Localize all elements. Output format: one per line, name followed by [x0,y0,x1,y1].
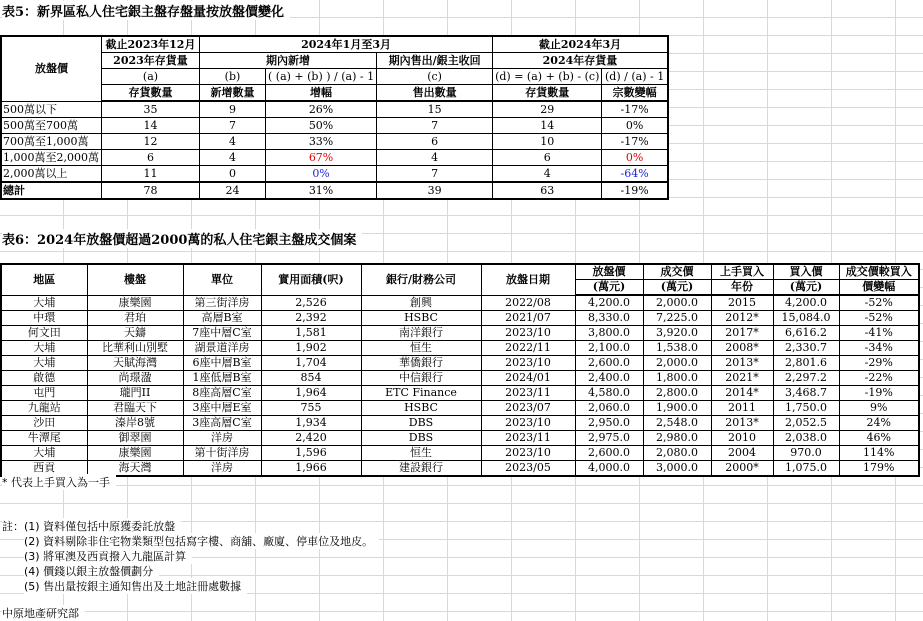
cell-estate: 天鑄 [87,326,183,341]
cell-deal: 1,800.0 [643,371,711,386]
cell-bank: HSBC [361,401,481,416]
footnote-5: (5) 售出量按銀主通知售出及土地註冊處數據 [24,578,247,594]
cell-a: 14 [101,118,199,134]
t5-formula-change: (d) / (a) - 1 [602,69,668,85]
cell-c: 4 [377,150,493,166]
cell-district: 屯門 [1,386,87,401]
t5-header-period1-sub: 2023年存貨量 [101,53,199,69]
row-label: 500萬至700萬 [1,118,101,134]
cell-deal: 2,000.0 [643,295,711,311]
t5-header-sold-group: 期內售出/銀主收回 [377,53,493,69]
t6-header-list-price: 放盤價 [575,264,643,280]
table6-title: 表6：2024年放盤價超過2000萬的私人住宅銀主盤成交個案 [2,229,362,248]
table-row [1,311,919,326]
t5-col-sold: 售出數量 [377,85,493,102]
cell-area: 2,420 [261,431,361,446]
t6-header-date: 放盤日期 [481,264,575,295]
cell-date: 2022/11 [481,341,575,356]
cell-diff: 24% [839,416,919,431]
cell-area: 1,902 [261,341,361,356]
cell-bank: 南洋銀行 [361,326,481,341]
t6-header-deal-price-unit: (萬元) [643,280,711,296]
cell-district: 沙田 [1,416,87,431]
t5-col-change: 宗數變幅 [602,85,668,102]
cell-deal: 2,548.0 [643,416,711,431]
cell-buy: 3,468.7 [773,386,839,401]
total-label: 總計 [1,182,101,199]
cell-bank: 恒生 [361,446,481,461]
cell-year: 2013* [711,416,773,431]
cell-buy: 2,330.7 [773,341,839,356]
cell-a: 11 [101,166,199,183]
table6-body [1,295,919,476]
cell-estate: 尚璟溋 [87,371,183,386]
cell-b: 7 [199,118,265,134]
cell-district: 大埔 [1,295,87,311]
cell-district: 大埔 [1,341,87,356]
cell-year: 2013* [711,356,773,371]
cell-area: 1,704 [261,356,361,371]
cell-list: 2,600.0 [575,446,643,461]
table-row [1,150,668,166]
table-row [1,356,919,371]
cell-date: 2023/10 [481,326,575,341]
cell-c: 15 [377,101,493,118]
cell-estate: 海天灣 [87,461,183,477]
cell-deal: 2,080.0 [643,446,711,461]
cell-deal: 2,000.0 [643,356,711,371]
cell-list: 2,400.0 [575,371,643,386]
t5-formula-d: (d) = (a) + (b) - (c) [493,69,602,85]
source-label: 中原地產研究部 [2,605,85,621]
footnote-3: (3) 將軍澳及西貢撥入九龍區計算 [24,548,192,564]
cell-bank: 中信銀行 [361,371,481,386]
cell-d: 29 [493,101,602,118]
table5 [0,35,669,200]
t5-formula-a: (a) [101,69,199,85]
cell-buy: 4,200.0 [773,295,839,311]
cell-bank: 恒生 [361,341,481,356]
cell-diff: -29% [839,356,919,371]
cell-buy: 970.0 [773,446,839,461]
cell-diff: 179% [839,461,919,477]
cell-c: 7 [377,118,493,134]
cell-c: 6 [377,134,493,150]
cell-district: 九龍站 [1,401,87,416]
cell-district: 大埔 [1,356,87,371]
row-label: 2,000萬以上 [1,166,101,183]
cell-deal: 2,980.0 [643,431,711,446]
cell-b: 4 [199,150,265,166]
cell-unit: 洋房 [183,431,261,446]
total-b: 24 [199,182,265,199]
cell-estate: 康樂園 [87,295,183,311]
cell-buy: 2,297.2 [773,371,839,386]
cell-list: 2,975.0 [575,431,643,446]
t6-header-unit: 單位 [183,264,261,295]
cell-bank: DBS [361,431,481,446]
table-row [1,341,919,356]
cell-diff: -19% [839,386,919,401]
cell-estate: 君臨天下 [87,401,183,416]
t6-header-district: 地區 [1,264,87,295]
table6 [0,263,920,477]
cell-growth: 26% [265,101,376,118]
cell-bank: 創興 [361,295,481,311]
cell-date: 2021/07 [481,311,575,326]
t5-header-period2: 2024年1月至3月 [199,36,492,53]
table-row [1,401,919,416]
t6-header-buy-year-sub: 年份 [711,280,773,296]
cell-unit: 第十街洋房 [183,446,261,461]
cell-bank: 華僑銀行 [361,356,481,371]
cell-district: 中環 [1,311,87,326]
t6-header-area: 實用面積(呎) [261,264,361,295]
cell-change: -17% [602,134,668,150]
cell-a: 12 [101,134,199,150]
total-growth: 31% [265,182,376,199]
t6-header-list-price-unit: (萬元) [575,280,643,296]
cell-area: 2,526 [261,295,361,311]
t6-header-estate: 樓盤 [87,264,183,295]
cell-b: 9 [199,101,265,118]
cell-b: 4 [199,134,265,150]
cell-year: 2010 [711,431,773,446]
cell-list: 2,100.0 [575,341,643,356]
cell-area: 1,966 [261,461,361,477]
cell-unit: 高層B室 [183,311,261,326]
t6-header-buy-price-unit: (萬元) [773,280,839,296]
t5-col-inventory2: 存貨數量 [493,85,602,102]
cell-growth: 50% [265,118,376,134]
cell-buy: 15,084.0 [773,311,839,326]
table-total-row [1,182,668,199]
cell-d: 10 [493,134,602,150]
cell-a: 6 [101,150,199,166]
cell-unit: 6座中層B室 [183,356,261,371]
total-a: 78 [101,182,199,199]
cell-district: 大埔 [1,446,87,461]
cell-unit: 第三街洋房 [183,295,261,311]
cell-deal: 3,000.0 [643,461,711,477]
cell-date: 2023/05 [481,461,575,477]
cell-bank: 建設銀行 [361,461,481,477]
t6-header-deal-price: 成交價 [643,264,711,280]
footnote-2: (2) 資料剔除非住宅物業類型包括寫字樓、商舖、廠廈、停車位及地皮。 [24,533,379,549]
cell-year: 2014* [711,386,773,401]
cell-list: 4,580.0 [575,386,643,401]
cell-year: 2017* [711,326,773,341]
cell-change: 0% [602,150,668,166]
t6-header-diff-sub: 價變幅 [839,280,919,296]
cell-buy: 2,801.6 [773,356,839,371]
cell-year: 2004 [711,446,773,461]
t5-formula-b: (b) [199,69,265,85]
t6-header-buy-year: 上手買入 [711,264,773,280]
cell-buy: 6,616.2 [773,326,839,341]
t6-header-buy-price: 買入價 [773,264,839,280]
cell-district: 牛潭尾 [1,431,87,446]
cell-diff: 46% [839,431,919,446]
cell-unit: 7座中層C室 [183,326,261,341]
cell-district: 啟德 [1,371,87,386]
cell-area: 854 [261,371,361,386]
total-change: -19% [602,182,668,199]
table5-title: 表5：新界區私人住宅銀主盤存盤量按放盤價變化 [2,1,290,20]
cell-bank: ETC Finance [361,386,481,401]
cell-district: 何文田 [1,326,87,341]
t5-header-price: 放盤價 [1,36,101,101]
total-d: 63 [493,182,602,199]
total-c: 39 [377,182,493,199]
t5-col-growth: 增幅 [265,85,376,102]
cell-diff: -22% [839,371,919,386]
t5-header-period3: 截止2024年3月 [493,36,668,53]
cell-growth: 33% [265,134,376,150]
t6-header-bank: 銀行/財務公司 [361,264,481,295]
cell-year: 2021* [711,371,773,386]
cell-unit: 洋房 [183,461,261,477]
cell-d: 4 [493,166,602,183]
cell-date: 2023/07 [481,401,575,416]
cell-change: 0% [602,118,668,134]
cell-date: 2023/11 [481,386,575,401]
cell-area: 1,581 [261,326,361,341]
cell-area: 755 [261,401,361,416]
cell-list: 4,200.0 [575,295,643,311]
cell-d: 6 [493,150,602,166]
cell-date: 2022/08 [481,295,575,311]
cell-c: 7 [377,166,493,183]
cell-date: 2023/10 [481,356,575,371]
cell-list: 2,950.0 [575,416,643,431]
cell-year: 2008* [711,341,773,356]
cell-deal: 1,900.0 [643,401,711,416]
t5-col-new: 新增數量 [199,85,265,102]
cell-area: 1,934 [261,416,361,431]
cell-date: 2023/10 [481,416,575,431]
cell-diff: 9% [839,401,919,416]
table-row [1,446,919,461]
cell-buy: 2,038.0 [773,431,839,446]
table-row [1,295,919,311]
cell-buy: 1,075.0 [773,461,839,477]
table-row [1,371,919,386]
cell-diff: -52% [839,295,919,311]
cell-bank: DBS [361,416,481,431]
cell-a: 35 [101,101,199,118]
cell-growth: 0% [265,166,376,183]
cell-unit: 3座中層E室 [183,401,261,416]
cell-date: 2023/10 [481,446,575,461]
cell-list: 2,600.0 [575,356,643,371]
t5-header-period1: 截止2023年12月 [101,36,199,53]
cell-unit: 1座低層B室 [183,371,261,386]
cell-diff: 114% [839,446,919,461]
t5-col-inventory: 存貨數量 [101,85,199,102]
cell-year: 2012* [711,311,773,326]
t5-header-new-group: 期內新增 [199,53,376,69]
row-label: 500萬以下 [1,101,101,118]
cell-deal: 1,538.0 [643,341,711,356]
footnote-1: 註：(1) 資料僅包括中原獲委託放盤 [2,518,181,534]
cell-year: 2011 [711,401,773,416]
cell-buy: 2,052.5 [773,416,839,431]
footnote-asterisk: * 代表上手買入為一手 [2,474,116,490]
cell-area: 2,392 [261,311,361,326]
cell-change: -17% [602,101,668,118]
cell-buy: 1,750.0 [773,401,839,416]
cell-list: 8,330.0 [575,311,643,326]
cell-list: 4,000.0 [575,461,643,477]
cell-deal: 3,920.0 [643,326,711,341]
cell-estate: 比華利山別墅 [87,341,183,356]
cell-list: 3,800.0 [575,326,643,341]
cell-year: 2015 [711,295,773,311]
t6-header-diff: 成交價較買入 [839,264,919,280]
cell-bank: HSBC [361,311,481,326]
cell-estate: 溱岸8號 [87,416,183,431]
cell-deal: 7,225.0 [643,311,711,326]
cell-diff: -34% [839,341,919,356]
cell-estate: 瓏門II [87,386,183,401]
t5-formula-c: (c) [377,69,493,85]
cell-area: 1,964 [261,386,361,401]
table-row [1,134,668,150]
cell-growth: 67% [265,150,376,166]
table-row [1,166,668,183]
cell-year: 2000* [711,461,773,477]
t5-formula-growth: ( (a) + (b) ) / (a) - 1 [265,69,376,85]
cell-estate: 君珀 [87,311,183,326]
row-label: 700萬至1,000萬 [1,134,101,150]
table-row [1,386,919,401]
cell-b: 0 [199,166,265,183]
cell-date: 2024/01 [481,371,575,386]
cell-deal: 2,800.0 [643,386,711,401]
cell-estate: 康樂園 [87,446,183,461]
cell-diff: -52% [839,311,919,326]
footnote-4: (4) 價錢以銀主放盤價劃分 [24,563,159,579]
cell-change: -64% [602,166,668,183]
cell-diff: -41% [839,326,919,341]
cell-date: 2023/11 [481,431,575,446]
table-row [1,416,919,431]
table-row [1,326,919,341]
cell-list: 2,060.0 [575,401,643,416]
cell-unit: 8座高層C室 [183,386,261,401]
table-row [1,101,668,118]
t5-header-period3-sub: 2024年存貨量 [493,53,668,69]
cell-estate: 天賦海灣 [87,356,183,371]
table-row [1,431,919,446]
table-row [1,118,668,134]
row-label: 1,000萬至2,000萬 [1,150,101,166]
cell-unit: 3座高層C室 [183,416,261,431]
cell-d: 14 [493,118,602,134]
cell-estate: 御翠園 [87,431,183,446]
cell-district: 西貢 [1,461,87,477]
cell-unit: 湖景道洋房 [183,341,261,356]
table-row [1,461,919,477]
cell-area: 1,596 [261,446,361,461]
